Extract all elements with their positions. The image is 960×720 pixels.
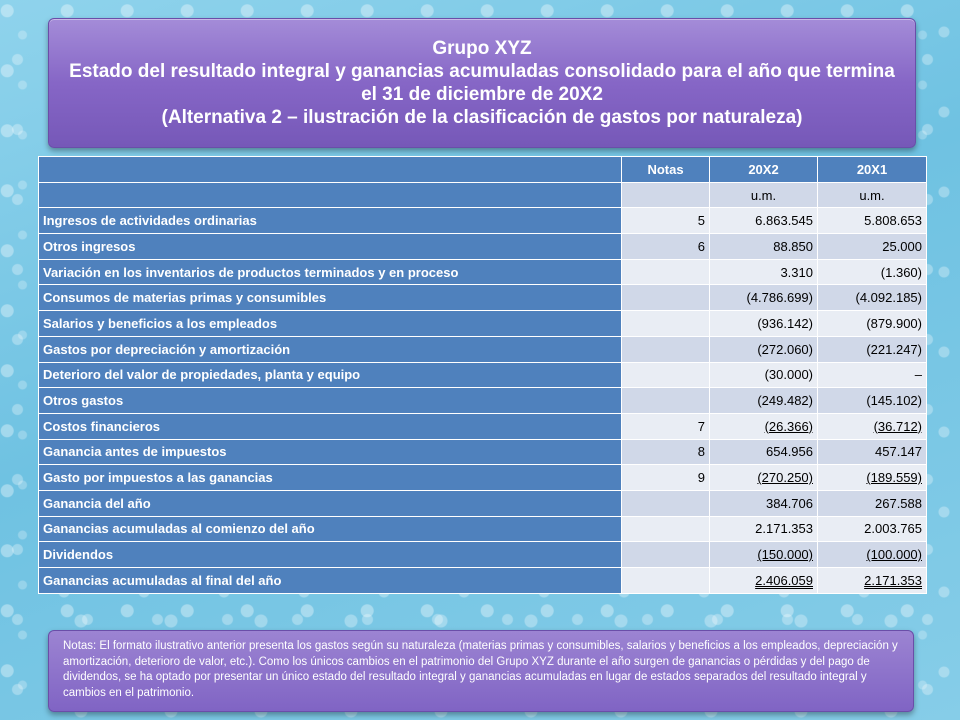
- underlined-value: (36.712): [873, 418, 922, 434]
- row-value-20x1: [818, 413, 927, 439]
- row-value-20x1: [818, 465, 927, 491]
- underlined-value: (189.559): [866, 470, 922, 486]
- underlined-value: (150.000): [757, 547, 813, 563]
- row-label: Ganancia antes de impuestos: [39, 439, 622, 465]
- row-value-20x2: 654.956: [710, 439, 818, 465]
- row-value-20x1: 2.003.765: [818, 516, 927, 542]
- underlined-value: (270.250): [757, 470, 813, 486]
- units-note: [622, 182, 710, 208]
- table-row: [39, 413, 927, 439]
- row-note: 9: [622, 465, 710, 491]
- row-value-20x1: (145.102): [818, 388, 927, 414]
- row-note: [622, 568, 710, 594]
- row-value-20x2: 2.171.353: [710, 516, 818, 542]
- table-row: [39, 362, 927, 388]
- row-value-20x1: 25.000: [818, 234, 927, 260]
- units-row: [39, 182, 927, 208]
- units-label: [39, 182, 622, 208]
- row-value-20x2: [710, 568, 818, 594]
- row-value-20x2: (249.482): [710, 388, 818, 414]
- row-value-20x1: 5.808.653: [818, 208, 927, 234]
- row-value-20x2: 3.310: [710, 259, 818, 285]
- row-label: Gastos por depreciación y amortización: [39, 336, 622, 362]
- underlined-value: (26.366): [764, 418, 813, 434]
- notes-box: [48, 630, 914, 712]
- statement-title: Estado del resultado integral y ganancias acumuladas consolidado para el año que termina el 31 de diciembre de 20X2: [69, 61, 895, 105]
- row-note: 5: [622, 208, 710, 234]
- row-value-20x1: 457.147: [818, 439, 927, 465]
- row-note: 6: [622, 234, 710, 260]
- row-value-20x1: 267.588: [818, 490, 927, 516]
- double-underlined-value: 2.171.353: [864, 572, 922, 588]
- table-row: [39, 516, 927, 542]
- row-value-20x1: [818, 542, 927, 568]
- row-label: Ganancia del año: [39, 490, 622, 516]
- table-row: [39, 388, 927, 414]
- row-value-20x2: [710, 465, 818, 491]
- underlined-value: (100.000): [866, 547, 922, 563]
- table-row: [39, 439, 927, 465]
- row-note: [622, 490, 710, 516]
- row-note: 7: [622, 413, 710, 439]
- header-notas: Notas: [622, 157, 710, 183]
- row-value-20x2: 384.706: [710, 490, 818, 516]
- row-value-20x1: (1.360): [818, 259, 927, 285]
- table-row: [39, 465, 927, 491]
- row-note: [622, 388, 710, 414]
- row-label: Consumos de materias primas y consumibles: [39, 285, 622, 311]
- row-value-20x1: (879.900): [818, 311, 927, 337]
- header-empty: [39, 157, 622, 183]
- row-note: [622, 285, 710, 311]
- row-value-20x2: [710, 542, 818, 568]
- row-value-20x1: [818, 568, 927, 594]
- row-label: Variación en los inventarios de productos terminados y en proceso: [39, 259, 622, 285]
- table-row: [39, 259, 927, 285]
- row-value-20x2: (936.142): [710, 311, 818, 337]
- statement-subtitle: (Alternativa 2 – ilustración de la clasificación de gastos por naturaleza): [161, 107, 803, 128]
- row-note: [622, 516, 710, 542]
- table-row: [39, 311, 927, 337]
- row-note: [622, 311, 710, 337]
- row-label: Ingresos de actividades ordinarias: [39, 208, 622, 234]
- row-label: Otros gastos: [39, 388, 622, 414]
- table-row: [39, 490, 927, 516]
- row-value-20x2: (30.000): [710, 362, 818, 388]
- unit-20x1: u.m.: [818, 182, 927, 208]
- row-value-20x2: (4.786.699): [710, 285, 818, 311]
- row-label: Deterioro del valor de propiedades, planta y equipo: [39, 362, 622, 388]
- row-note: [622, 542, 710, 568]
- row-value-20x2: 88.850: [710, 234, 818, 260]
- row-note: [622, 259, 710, 285]
- row-label: Dividendos: [39, 542, 622, 568]
- row-note: 8: [622, 439, 710, 465]
- double-underlined-value: 2.406.059: [755, 572, 813, 588]
- row-value-20x2: (272.060): [710, 336, 818, 362]
- table-row: [39, 285, 927, 311]
- row-value-20x1: (221.247): [818, 336, 927, 362]
- header-20x2: 20X2: [710, 157, 818, 183]
- header-20x1: 20X1: [818, 157, 927, 183]
- row-value-20x2: [710, 413, 818, 439]
- notes-text: Notas: El formato ilustrativo anterior presenta los gastos según su naturaleza (materias primas y consumibles, salarios y beneficios a los empleados, depreciación y amortización, deterioro de valor, etc.). Como los únicos cambios en el patrimonio del Grupo XYZ durante el año surgen de ganancias o pérdidas y del pago de dividendos, se ha optado por presentar un único estado del resultado integral y ganancias acumuladas en lugar de estados separados del resultado integral y cambios en el patrimonio.: [63, 640, 898, 699]
- row-value-20x1: –: [818, 362, 927, 388]
- row-label: Ganancias acumuladas al comienzo del año: [39, 516, 622, 542]
- table-row: [39, 208, 927, 234]
- row-value-20x1: (4.092.185): [818, 285, 927, 311]
- header-row: [39, 157, 927, 183]
- row-label: Ganancias acumuladas al final del año: [39, 568, 622, 594]
- table-row: [39, 234, 927, 260]
- company-name: Grupo XYZ: [432, 38, 532, 59]
- row-value-20x2: 6.863.545: [710, 208, 818, 234]
- table-row: [39, 336, 927, 362]
- row-note: [622, 362, 710, 388]
- income-statement-table: [38, 156, 927, 594]
- table-row: [39, 568, 927, 594]
- row-label: Salarios y beneficios a los empleados: [39, 311, 622, 337]
- row-label: Otros ingresos: [39, 234, 622, 260]
- unit-20x2: u.m.: [710, 182, 818, 208]
- title-box: [48, 18, 916, 148]
- row-note: [622, 336, 710, 362]
- row-label: Costos financieros: [39, 413, 622, 439]
- row-label: Gasto por impuestos a las ganancias: [39, 465, 622, 491]
- table-row: [39, 542, 927, 568]
